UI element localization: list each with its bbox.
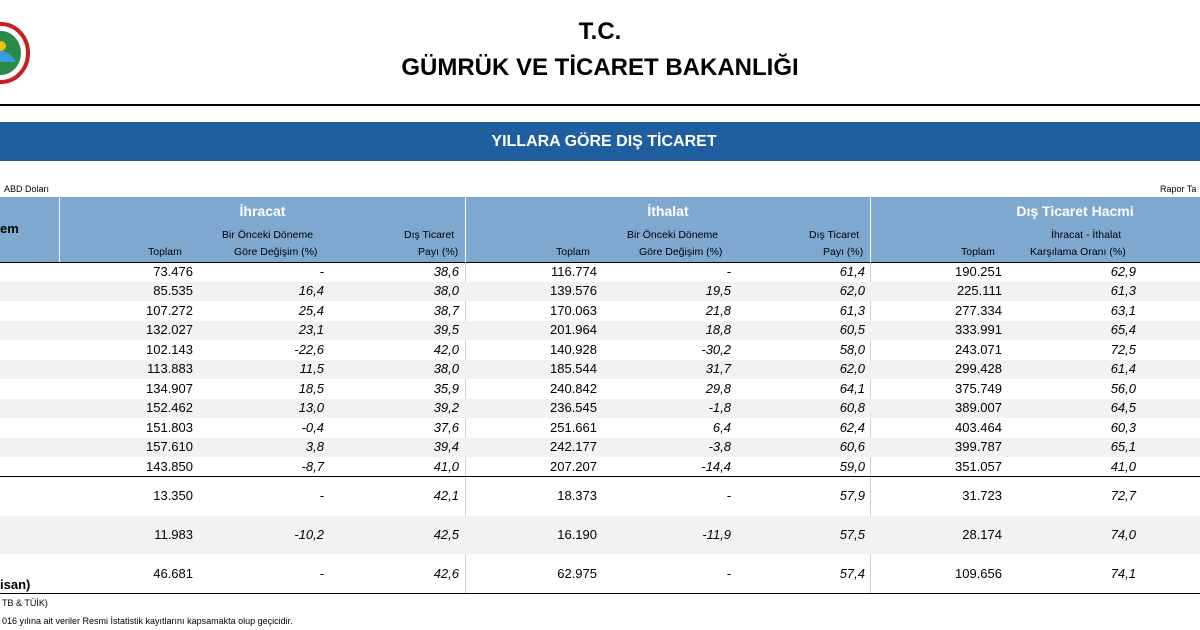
table-row	[0, 399, 1200, 419]
cell-ithalat-share: 62,0	[839, 283, 865, 299]
cell-ithalat-change: 19,5	[705, 283, 731, 299]
cell-ithalat-change: 21,8	[705, 302, 731, 318]
cell-hacim-ratio: 61,4	[1110, 361, 1136, 377]
cell-ihracat-share: 37,6	[433, 419, 459, 435]
header-group-ithalat: İthalat	[647, 203, 689, 219]
table-row	[0, 379, 1200, 399]
cell-ihracat-share: 42,0	[433, 341, 459, 357]
cell-ithalat-toplam: 140.928	[550, 341, 597, 357]
cell-ihracat-toplam: 107.272	[146, 302, 193, 318]
cell-ithalat-change: -	[726, 488, 731, 503]
cell-ihracat-change: 13,0	[298, 400, 324, 416]
cell-ihracat-toplam: 102.143	[146, 341, 193, 357]
cell-ihracat-change: -0,4	[301, 419, 324, 435]
cell-ihracat-toplam: 151.803	[146, 419, 193, 435]
cell-ithalat-toplam: 62.975	[557, 566, 597, 581]
cell-ithalat-change: -1,8	[708, 400, 731, 416]
table-row	[0, 360, 1200, 380]
cell-hacim-toplam: 375.749	[955, 380, 1002, 396]
cell-hacim-toplam: 31.723	[962, 488, 1002, 503]
cell-hacim-ratio: 64,5	[1110, 400, 1136, 416]
footnote-source: TB & TÜİK)	[2, 598, 48, 608]
cell-ithalat-share: 61,4	[839, 263, 865, 279]
cell-ihracat-share: 39,5	[433, 322, 459, 338]
table-row	[0, 457, 1200, 477]
cell-ithalat-toplam: 185.544	[550, 361, 597, 377]
cell-ihracat-toplam: 132.027	[146, 322, 193, 338]
cell-ihracat-change: 25,4	[298, 302, 324, 318]
cell-hacim-toplam: 399.787	[955, 439, 1002, 455]
cell-ihracat-share: 39,4	[433, 439, 459, 455]
table-row	[0, 555, 1200, 593]
cell-ihracat-share: 38,7	[433, 302, 459, 318]
cell-ithalat-toplam: 251.661	[550, 419, 597, 435]
cell-hacim-toplam: 109.656	[955, 566, 1002, 581]
header-period-label: em	[0, 221, 19, 236]
cell-ithalat-share: 64,1	[839, 380, 865, 396]
table-row	[0, 418, 1200, 438]
cell-ihracat-toplam: 85.535	[153, 283, 193, 299]
cell-hacim-toplam: 299.428	[955, 361, 1002, 377]
table-bottom-rule	[0, 593, 1200, 594]
cell-hacim-toplam: 243.071	[955, 341, 1002, 357]
cell-ihracat-toplam: 46.681	[153, 566, 193, 581]
cell-ithalat-change: -30,2	[701, 341, 731, 357]
cell-hacim-ratio: 65,4	[1110, 322, 1136, 338]
cell-hacim-ratio: 65,1	[1110, 439, 1136, 455]
cell-ithalat-change: 31,7	[705, 361, 731, 377]
cell-ithalat-toplam: 207.207	[550, 458, 597, 474]
cell-hacim-ratio: 62,9	[1110, 263, 1136, 279]
cell-hacim-ratio: 61,3	[1110, 283, 1136, 299]
cell-ihracat-change: 11,5	[299, 361, 324, 377]
cell-ithalat-toplam: 240.842	[550, 380, 597, 396]
cell-ihracat-change: 18,5	[298, 380, 324, 396]
cell-hacim-ratio: 41,0	[1110, 458, 1136, 474]
header-ministry-name: GÜMRÜK VE TİCARET BAKANLIĞI	[401, 54, 799, 81]
report-date-label: Rapor Ta	[1160, 184, 1197, 194]
table-row	[0, 477, 1200, 515]
cell-ithalat-share: 57,4	[839, 566, 865, 581]
header-ithalat-toplam: Toplam	[556, 246, 590, 258]
cell-ithalat-change: 29,8	[705, 380, 731, 396]
cell-ihracat-share: 41,0	[433, 458, 459, 474]
unit-label: ABD Doları	[4, 184, 50, 194]
cell-ithalat-change: 6,4	[712, 419, 731, 435]
header-hacim-ratio-l1: İhracat - İthalat	[1051, 229, 1122, 241]
cell-ithalat-toplam: 236.545	[550, 400, 597, 416]
cell-ihracat-share: 38,0	[433, 361, 459, 377]
footnote-provisional: 016 yılına ait veriler Resmi İstatistik kayıtlarını kapsamakta olup geçicidir.	[2, 616, 293, 626]
cell-ithalat-toplam: 139.576	[550, 283, 597, 299]
section-divider	[0, 476, 1200, 477]
cell-ihracat-share: 42,5	[433, 527, 459, 542]
cell-ihracat-toplam: 13.350	[153, 488, 193, 503]
header-ithalat-share-l2: Payı (%)	[823, 246, 864, 258]
cell-hacim-ratio: 72,7	[1110, 488, 1136, 503]
cell-ithalat-change: -3,8	[708, 439, 731, 455]
last-row-period-label: isan)	[0, 577, 31, 592]
cell-hacim-toplam: 389.007	[955, 400, 1002, 416]
cell-ihracat-share: 35,9	[433, 380, 459, 396]
cell-ithalat-share: 60,6	[839, 439, 865, 455]
cell-hacim-ratio: 74,1	[1110, 566, 1136, 581]
header-group-ihracat: İhracat	[239, 203, 286, 219]
cell-ihracat-toplam: 11.983	[154, 527, 193, 542]
cell-ithalat-share: 62,0	[839, 361, 865, 377]
cell-ihracat-change: 16,4	[298, 283, 324, 299]
cell-ithalat-toplam: 18.373	[557, 488, 597, 503]
cell-ithalat-toplam: 242.177	[550, 439, 597, 455]
cell-ithalat-toplam: 16.190	[557, 527, 597, 542]
banner-title: YILLARA GÖRE DIŞ TİCARET	[491, 132, 717, 150]
cell-ihracat-toplam: 113.883	[146, 361, 193, 377]
cell-ithalat-change: 18,8	[705, 322, 731, 338]
cell-ithalat-share: 60,5	[839, 322, 865, 338]
cell-hacim-ratio: 63,1	[1110, 302, 1136, 318]
header-group-hacim: Dış Ticaret Hacmi	[1016, 203, 1134, 219]
cell-ithalat-share: 57,5	[839, 527, 865, 542]
cell-ihracat-change: 3,8	[305, 439, 324, 455]
table-row	[0, 438, 1200, 458]
cell-hacim-ratio: 72,5	[1110, 341, 1136, 357]
header-line1: T.C.	[578, 18, 622, 45]
cell-ihracat-toplam: 143.850	[146, 458, 193, 474]
cell-ithalat-change: -	[726, 566, 731, 581]
cell-ithalat-share: 58,0	[839, 341, 865, 357]
cell-ithalat-share: 59,0	[839, 458, 865, 474]
cell-ihracat-toplam: 157.610	[146, 439, 193, 455]
cell-ithalat-share: 61,3	[839, 302, 865, 318]
header-ihracat-share-l2: Payı (%)	[418, 246, 459, 258]
header-divider	[0, 104, 1200, 106]
cell-ihracat-share: 38,0	[433, 283, 459, 299]
cell-ithalat-toplam: 116.774	[550, 263, 597, 279]
table-row	[0, 340, 1200, 360]
table-row	[0, 516, 1200, 554]
cell-hacim-toplam: 333.991	[955, 322, 1002, 338]
cell-hacim-toplam: 225.111	[956, 283, 1002, 299]
cell-ihracat-toplam: 152.462	[146, 400, 193, 416]
cell-hacim-ratio: 74,0	[1110, 527, 1136, 542]
cell-ihracat-share: 42,6	[433, 566, 459, 581]
table-row	[0, 301, 1200, 321]
header-hacim-toplam: Toplam	[961, 246, 995, 258]
cell-ihracat-change: -	[319, 263, 324, 279]
cell-ihracat-change: 23,1	[298, 322, 324, 338]
table-banner	[0, 122, 1200, 161]
header-ihracat-change-l2: Göre Değişim (%)	[234, 246, 318, 258]
table-row	[0, 321, 1200, 341]
header-ithalat-change-l1: Bir Önceki Döneme	[627, 229, 719, 241]
cell-hacim-toplam: 190.251	[955, 263, 1002, 279]
cell-ithalat-change: -14,4	[701, 458, 731, 474]
cell-ihracat-change: -10,2	[294, 527, 324, 542]
table-row	[0, 282, 1200, 302]
header-ihracat-change-l1: Bir Önceki Döneme	[222, 229, 314, 241]
cell-ihracat-change: -	[319, 488, 324, 503]
header-ithalat-change-l2: Göre Değişim (%)	[639, 246, 723, 258]
cell-hacim-ratio: 56,0	[1110, 380, 1136, 396]
cell-hacim-ratio: 60,3	[1110, 419, 1136, 435]
cell-ihracat-toplam: 73.476	[153, 263, 193, 279]
header-ihracat-toplam: Toplam	[148, 246, 182, 258]
cell-ithalat-share: 57,9	[839, 488, 865, 503]
cell-ithalat-share: 62,4	[839, 419, 865, 435]
header-hacim-ratio-l2: Karşılama Oranı (%)	[1030, 246, 1126, 258]
cell-hacim-toplam: 403.464	[955, 419, 1002, 435]
cell-ihracat-share: 39,2	[433, 400, 459, 416]
cell-ihracat-toplam: 134.907	[146, 380, 193, 396]
cell-ihracat-change: -22,6	[294, 341, 324, 357]
cell-ihracat-change: -8,7	[301, 458, 324, 474]
cell-ithalat-change: -	[726, 263, 731, 279]
cell-ihracat-share: 42,1	[433, 488, 459, 503]
header-ithalat-share-l1: Dış Ticaret	[809, 229, 860, 241]
cell-hacim-toplam: 351.057	[955, 458, 1002, 474]
cell-hacim-toplam: 28.174	[962, 527, 1002, 542]
header-ihracat-share-l1: Dış Ticaret	[404, 229, 455, 241]
cell-ithalat-share: 60,8	[839, 400, 865, 416]
cell-ihracat-share: 38,6	[433, 263, 459, 279]
cell-ithalat-toplam: 170.063	[550, 302, 597, 318]
cell-ithalat-change: -11,9	[702, 527, 731, 542]
table-row	[0, 262, 1200, 282]
cell-ithalat-toplam: 201.964	[550, 322, 597, 338]
cell-hacim-toplam: 277.334	[955, 302, 1002, 318]
cell-ihracat-change: -	[319, 566, 324, 581]
